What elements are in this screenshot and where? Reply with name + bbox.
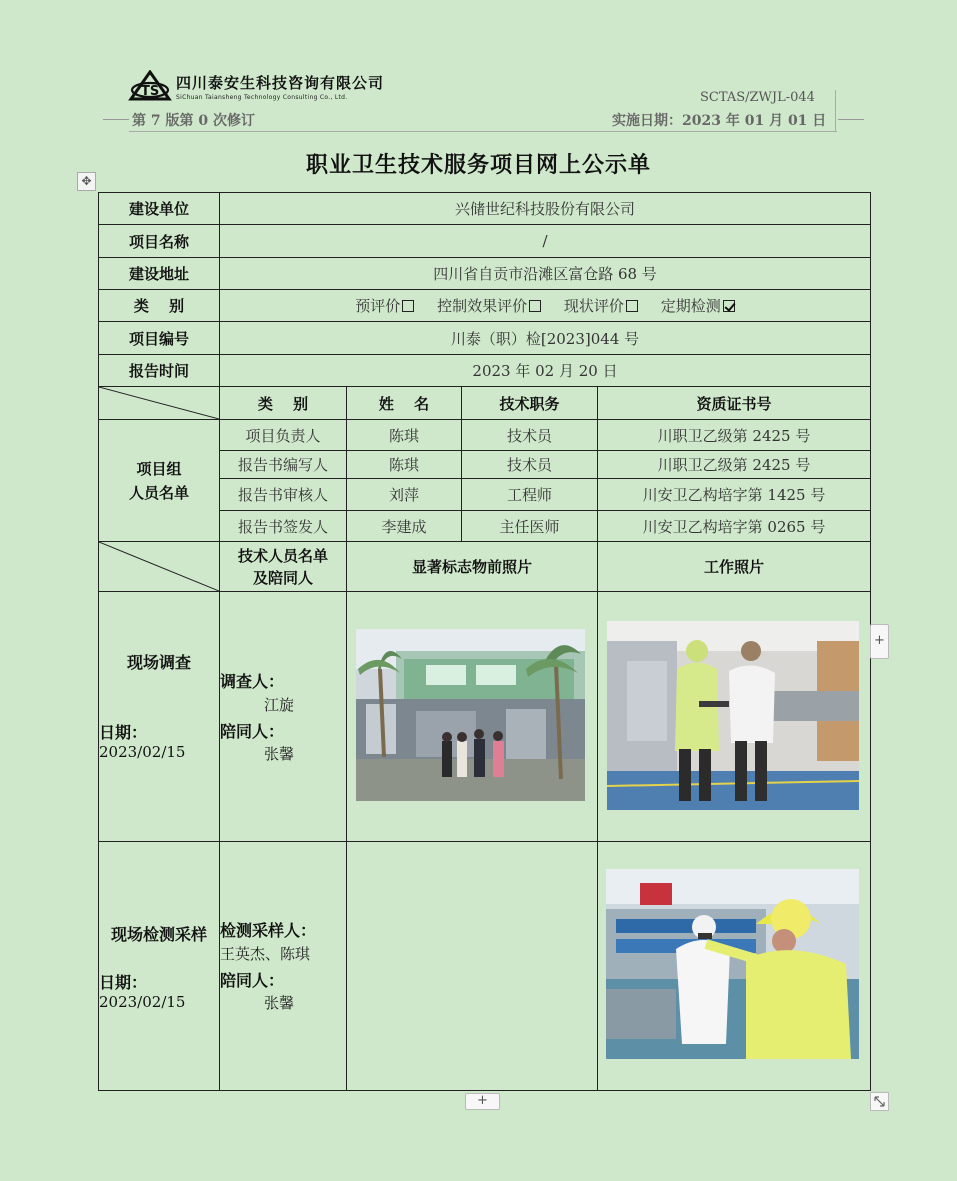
checkbox-unchecked-icon[interactable]: [529, 300, 541, 312]
address-label: 建设地址: [99, 258, 220, 290]
table-row: [99, 592, 871, 842]
team-header-role: 类 别: [220, 387, 347, 420]
company-name-en: SiChuan Taiansheng Technology Consulting Co., Ltd.: [176, 93, 348, 101]
add-row-plus-icon[interactable]: +: [465, 1093, 500, 1110]
landmark-photo: [356, 629, 585, 801]
table-row: [99, 420, 871, 451]
checkbox-unchecked-icon[interactable]: [626, 300, 638, 312]
diagonal-header-cell: [99, 542, 220, 592]
sampling-date: 2023/02/15: [99, 993, 186, 1011]
survey-phase-cell: [99, 592, 220, 842]
unit-value: 兴储世纪科技股份有限公司: [220, 193, 871, 225]
table-row: [99, 387, 871, 420]
table-row: [99, 258, 871, 290]
table-row: [99, 322, 871, 355]
team-group-label: 项目组 人员名单: [99, 420, 220, 542]
svg-text:TS: TS: [141, 84, 160, 99]
photos-header-landmark: 显著标志物前照片: [347, 542, 598, 592]
header-divider: [835, 90, 836, 132]
address-value: 四川省自贡市沿滩区富仓路 68 号: [220, 258, 871, 290]
header-line-right: [838, 119, 864, 120]
member-role: 项目负责人: [220, 420, 347, 451]
member-name: 刘萍: [347, 479, 462, 511]
team-header-cert: 资质证书号: [598, 387, 871, 420]
sampling-work-photo-cell: [598, 842, 871, 1091]
survey-companion-label: 陪同人：: [220, 722, 285, 741]
resize-icon[interactable]: [870, 1092, 889, 1111]
member-title: 主任医师: [462, 511, 598, 542]
sampler-label: 检测采样人：: [220, 921, 317, 940]
sampling-date-label: 日期：: [99, 973, 148, 992]
survey-people-cell: [220, 592, 347, 842]
sampler-names: 王英杰、陈琪: [220, 945, 311, 963]
member-cert: 川职卫乙级第 2425 号: [598, 451, 871, 479]
sampling-phase-cell: [99, 842, 220, 1091]
category-options: [220, 290, 871, 322]
team-header-name: 姓 名: [347, 387, 462, 420]
survey-work-photo-cell: [598, 592, 871, 842]
investigator-label: 调查人：: [220, 672, 285, 691]
category-label: 类 别: [99, 290, 220, 322]
table-row: [99, 542, 871, 592]
investigator-name: 江旋: [264, 696, 295, 714]
sampling-companion-label: 陪同人：: [220, 971, 285, 990]
member-title: 技术员: [462, 420, 598, 451]
member-title: 工程师: [462, 479, 598, 511]
photos-header-work: 工作照片: [598, 542, 871, 592]
header-underline: [129, 131, 837, 132]
checkbox-unchecked-icon[interactable]: [402, 300, 414, 312]
diagonal-header-cell: [99, 387, 220, 420]
page-title: 职业卫生技术服务项目网上公示单: [305, 153, 651, 178]
sampling-companion-name: 张馨: [264, 994, 295, 1012]
survey-date: 2023/02/15: [99, 743, 186, 761]
member-cert: 川职卫乙级第 2425 号: [598, 420, 871, 451]
survey-companion-name: 张馨: [264, 745, 295, 763]
table-row: [99, 842, 871, 1091]
member-role: 报告书审核人: [220, 479, 347, 511]
sampling-phase-name: 现场检测采样: [110, 925, 207, 944]
member-name: 陈琪: [347, 451, 462, 479]
category-option-control-eval: 控制效果评价: [437, 297, 541, 315]
survey-landmark-photo-cell: [347, 592, 598, 842]
company-logo: [128, 70, 384, 102]
company-logo-icon: [128, 70, 172, 102]
survey-phase-name: 现场调查: [126, 653, 191, 672]
revision-text: 第 7 版第 0 次修订: [132, 113, 255, 129]
member-cert: 川安卫乙构培字第 1425 号: [598, 479, 871, 511]
report-time-label: 报告时间: [99, 355, 220, 387]
sampling-people-cell: [220, 842, 347, 1091]
category-option-periodic-test: 定期检测: [661, 297, 735, 315]
member-title: 技术员: [462, 451, 598, 479]
member-name: 李建成: [347, 511, 462, 542]
sampling-landmark-photo-cell: [347, 842, 598, 1091]
table-row: [99, 290, 871, 322]
survey-date-label: 日期：: [99, 723, 148, 742]
document-code: SCTAS/ZWJL-044: [700, 90, 815, 105]
publicity-form-table: [98, 192, 871, 1091]
member-cert: 川安卫乙构培字第 0265 号: [598, 511, 871, 542]
photos-header-people: 技术人员名单 及陪同人: [220, 542, 347, 592]
add-column-plus-icon[interactable]: +: [870, 624, 889, 659]
work-photo: [607, 621, 859, 810]
table-row: [99, 355, 871, 387]
member-role: 报告书编写人: [220, 451, 347, 479]
team-header-title: 技术职务: [462, 387, 598, 420]
move-icon[interactable]: ✥: [77, 172, 96, 191]
table-row: [99, 225, 871, 258]
project-no-label: 项目编号: [99, 322, 220, 355]
project-no-value: 川泰（职）检[2023]044 号: [220, 322, 871, 355]
project-name-label: 项目名称: [99, 225, 220, 258]
report-time-value: 2023 年 02 月 20 日: [220, 355, 871, 387]
member-role: 报告书签发人: [220, 511, 347, 542]
member-name: 陈琪: [347, 420, 462, 451]
work-photo: [606, 869, 859, 1059]
unit-label: 建设单位: [99, 193, 220, 225]
header-line-left: [103, 119, 129, 120]
category-option-pre-eval: 预评价: [355, 297, 414, 315]
table-row: [99, 193, 871, 225]
checkbox-checked-icon[interactable]: [723, 300, 735, 312]
effective-date: 实施日期：2023 年 01 月 01 日: [612, 113, 827, 129]
category-option-status-eval: 现状评价: [564, 297, 638, 315]
company-name-cn: 四川泰安生科技咨询有限公司: [176, 73, 385, 92]
project-name-value: /: [220, 225, 871, 258]
